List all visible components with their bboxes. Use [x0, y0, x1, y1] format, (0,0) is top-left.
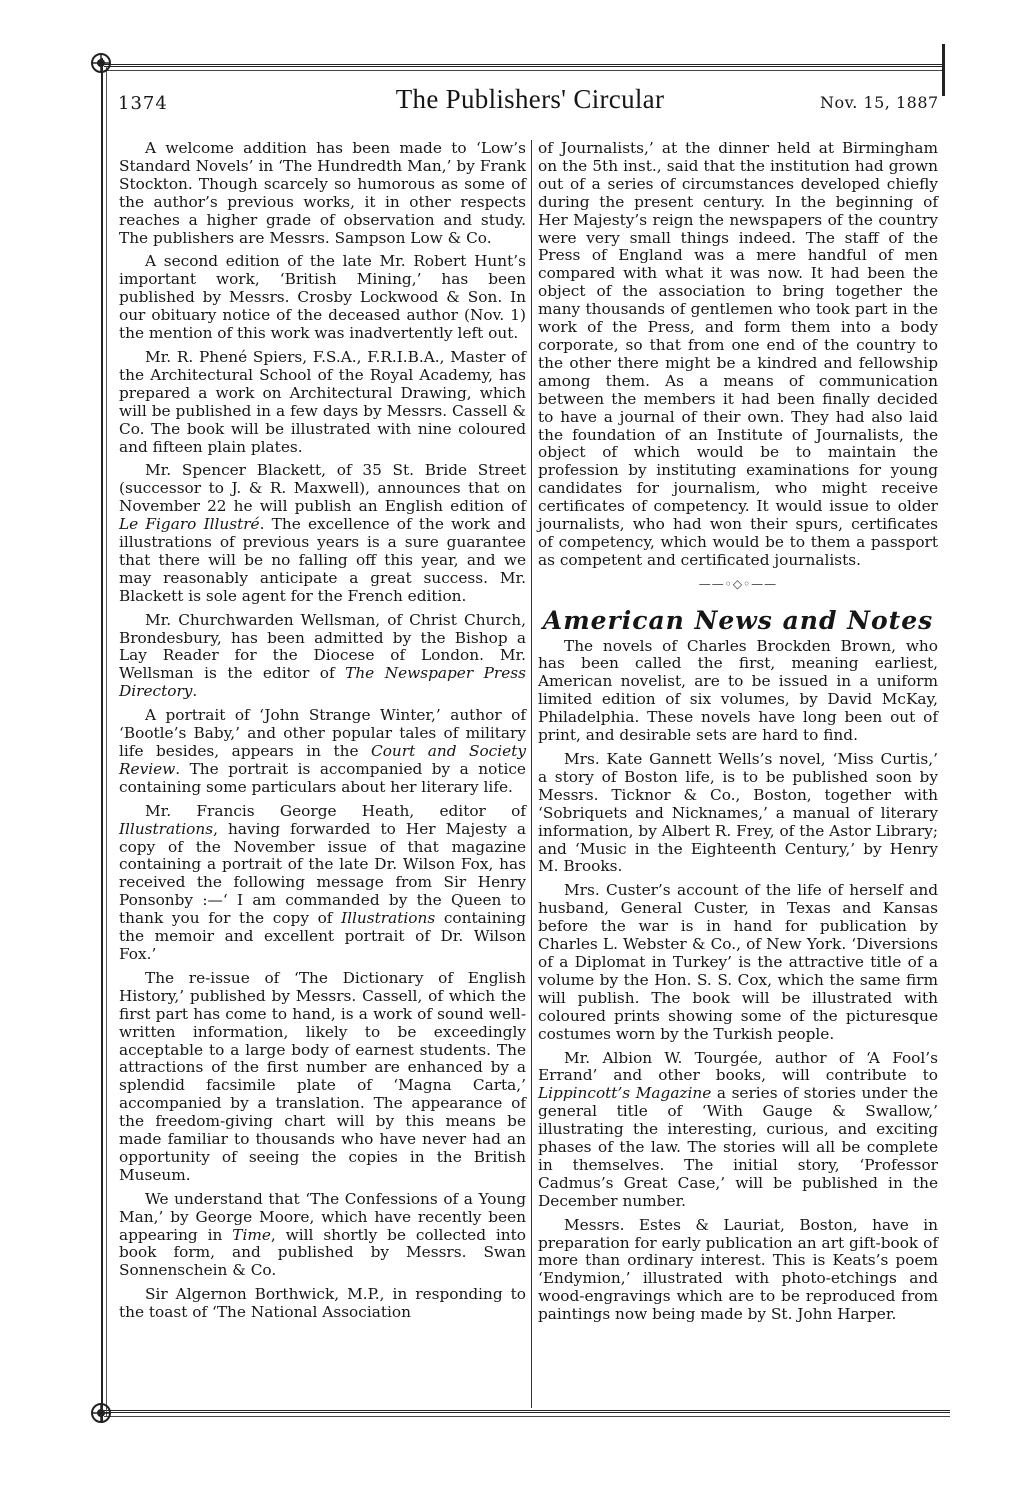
page-number: 1374	[118, 93, 168, 114]
paragraph-text: , will shortly be collected into book form, and published by Messrs. Swan Sonnenschein & Co.	[119, 1225, 526, 1280]
italic-title: Lippincott’s Magazine	[538, 1084, 712, 1103]
bottom-border-rule	[104, 1410, 950, 1413]
right-border-rule	[942, 44, 945, 96]
right-column-bottom-paragraphs	[538, 638, 938, 1325]
right-column-top-paragraphs	[538, 140, 938, 570]
paragraph-text: A portrait of ‘John Strange Winter,’ author of ‘Bootle’s Baby,’ and other popular tales of military life besides, appears in the	[119, 706, 526, 760]
paragraph-text: Messrs. Estes & Lauriat, Boston, have in preparation for early publication an art gift-book of more than ordinary interest. This is Keats’s poem ‘Endymion,’ illustrated with photo-etchings and wood-engravings which are to be reproduced from paintings now being made by St. John Harper.	[538, 1215, 938, 1324]
left-column	[119, 140, 526, 1328]
section-divider: ——◦◇◦——	[698, 576, 778, 591]
masthead-title: The Publishers' Circular	[395, 84, 665, 114]
paragraph-text: Mr. Churchwarden Wellsman, of Christ Church, Brondesbury, has been admitted by the Bishop a Lay Reader for the Diocese of London. Mr. Wellsman is the editor of	[119, 610, 526, 683]
right-column	[538, 140, 938, 1330]
article-paragraph	[119, 140, 526, 247]
article-paragraph	[538, 1217, 938, 1324]
section-heading: American News and Notes	[542, 605, 934, 635]
left-border-rule	[101, 58, 103, 1423]
top-border-rule-inner	[104, 70, 942, 71]
article-paragraph	[119, 803, 526, 964]
top-border-rule	[104, 64, 942, 67]
article-paragraph	[538, 882, 938, 1043]
article-paragraph	[538, 638, 938, 745]
article-paragraph	[119, 970, 526, 1185]
paragraph-text: Mrs. Kate Gannett Wells’s novel, ‘Miss Curtis,’ a story of Boston life, is to be published soon by Messrs. Ticknor & Co., Boston, together with ‘Sobriquets and Nicknames,’ a manual of literary information, by Albert R. Frey, of the Astor Library; and ‘Music in the Eighteenth Century,’ by Henry M. Brooks.	[538, 750, 938, 876]
paragraph-text: The re-issue of ‘The Dictionary of English History,’ published by Messrs. Cassell, of which the first part has come to hand, is a work of sound well-written information, likely to be exceedingly acceptable to a large body of earnest students. The attractions of the first number are enhanced by a splendid facsimile plate of ‘Magna Carta,’ accompanied by a translation. The appearance of the freedom-giving chart will by this means be made familiar to thousands who have never had an opportunity of seeing the copies in the British Museum.	[119, 968, 526, 1184]
paragraph-text: Mr. Spencer Blackett, of 35 St. Bride Street (successor to J. & R. Maxwell), announces that on November 22 he will publish an English edition of	[119, 461, 526, 516]
italic-title: Court and Society Review	[119, 742, 526, 778]
italic-title: Time	[232, 1225, 271, 1244]
italic-title: Le Figaro Illustré	[119, 515, 260, 534]
paragraph-text: containing the memoir and excellent portrait of Dr. Wilson Fox.’	[119, 909, 526, 963]
paragraph-text: . The excellence of the work and illustrations of previous years is a sure guarantee that there will be no falling off this year, and we may reasonably anticipate a great success. Mr. Blackett is sole agent for the French edition.	[119, 515, 526, 605]
paragraph-text: Mr. R. Phené Spiers, F.S.A., F.R.I.B.A., Master of the Architectural School of the Royal Academy, has prepared a work on Architectural Drawing, which will be published in a few days by Messrs. Cassell & Co. The book will be illustrated with nine coloured and fifteen plain plates.	[119, 347, 526, 456]
paragraph-text: A welcome addition has been made to ‘Low’s Standard Novels’ in ‘The Hundredth Man,’ by Frank Stockton. Though scarcely so humorous as some of the author’s previous works, it in other respects reaches a higher grade of observation and study. The publishers are Messrs. Sampson Low & Co.	[119, 139, 526, 247]
italic-title: Illustrations	[119, 819, 214, 838]
article-paragraph	[119, 253, 526, 343]
left-column-paragraphs	[119, 140, 526, 1322]
article-paragraph	[119, 462, 526, 605]
paragraph-text: Mr. Francis George Heath, editor of	[145, 801, 526, 820]
article-paragraph	[538, 1050, 938, 1211]
paragraph-text: We understand that ‘The Confessions of a Young Man,’ by George Moore, which have recently been appearing in	[119, 1189, 526, 1244]
paragraph-text: . The portrait is accompanied by a notice containing some particulars about her literary life.	[119, 759, 526, 796]
paragraph-text: A second edition of the late Mr. Robert Hunt’s important work, ‘British Mining,’ has been published by Messrs. Crosby Lockwood & Son. In our obituary notice of the deceased author (Nov. 1) the mention of this work was inadvertently left out.	[119, 252, 526, 343]
paragraph-text: Mr. Albion W. Tourgée, author of ‘A Fool’s Errand’ and other books, will contribute to	[538, 1048, 938, 1085]
issue-date: Nov. 15, 1887	[820, 93, 939, 112]
bottom-border-rule-inner	[104, 1416, 950, 1417]
article-paragraph	[119, 349, 526, 456]
paragraph-text: , having forwarded to Her Majesty a copy of the November issue of that magazine containing a portrait of the late Dr. Wilson Fox, has received the following message from Sir Henry Ponsonby :—‘ I am commanded by the Queen to thank you for the copy of	[119, 819, 526, 928]
paragraph-text: of Journalists,’ at the dinner held at Birmingham on the 5th inst., said that the institution had grown out of a series of circumstances developed chiefly during the present century. In the beginning of Her Majesty’s reign the newspapers of the country were very small things indeed. The staff of the Press of England was a mere handful of men compared with what it was now. It had been the object of the association to bring together the many thousands of gentlemen who took part in the work of the Press, and form them into a body corporate, so that from one end of the country to the other there might be a kindred and fellowship among them. As a means of communication between the members it had been finally decided to have a journal of their own. They had also laid the foundation of an Institute of Journalists, the object of which would be to maintain the profession by instituting examinations for young candidates for journalism, who might receive certificates of competency. It would issue to older journalists, who had won their spurs, certificates of competency, which would be to them a passport as competent and certificated journalists.	[538, 139, 938, 569]
article-paragraph	[119, 1286, 526, 1322]
paragraph-text: The novels of Charles Brockden Brown, who has been called the first, meaning earliest, American novelist, are to be issued in a uniform limited edition of six volumes, by David McKay, Philadelphia. These novels have long been out of print, and desirable sets are hard to find.	[538, 636, 938, 745]
left-border-rule-inner	[106, 66, 107, 1416]
corner-ornament-icon	[90, 1402, 112, 1424]
article-paragraph	[119, 1191, 526, 1281]
corner-ornament-icon	[90, 52, 112, 74]
paragraph-text: Sir Algernon Borthwick, M.P., in responding to the toast of ‘The National Association	[119, 1285, 526, 1322]
paragraph-text: Mrs. Custer’s account of the life of herself and husband, General Custer, in Texas and Kansas before the war is in hand for publication by Charles L. Webster & Co., of New York. ‘Diversions of a Diplomat in Turkey’ is the attractive title of a volume by the Hon. S. S. Cox, which the same firm will publish. The book will be illustrated with coloured prints showing some of the picturesque costumes worn by the Turkish people.	[538, 881, 938, 1043]
italic-title: The Newspaper Press Directory	[119, 664, 527, 701]
article-paragraph	[119, 612, 526, 702]
column-divider	[531, 140, 532, 1408]
article-paragraph	[538, 751, 938, 876]
paragraph-text: a series of stories under the general title of ‘With Gauge & Swallow,’ illustrating the interesting, curious, and exciting phases of the law. The stories will all be complete in themselves. The initial story, ‘Professor Cadmus’s Great Case,’ will be published in the December number.	[538, 1084, 938, 1210]
italic-title: Illustrations	[341, 909, 436, 928]
article-paragraph	[538, 140, 938, 570]
paragraph-text: .	[192, 682, 198, 701]
article-paragraph	[119, 707, 526, 797]
